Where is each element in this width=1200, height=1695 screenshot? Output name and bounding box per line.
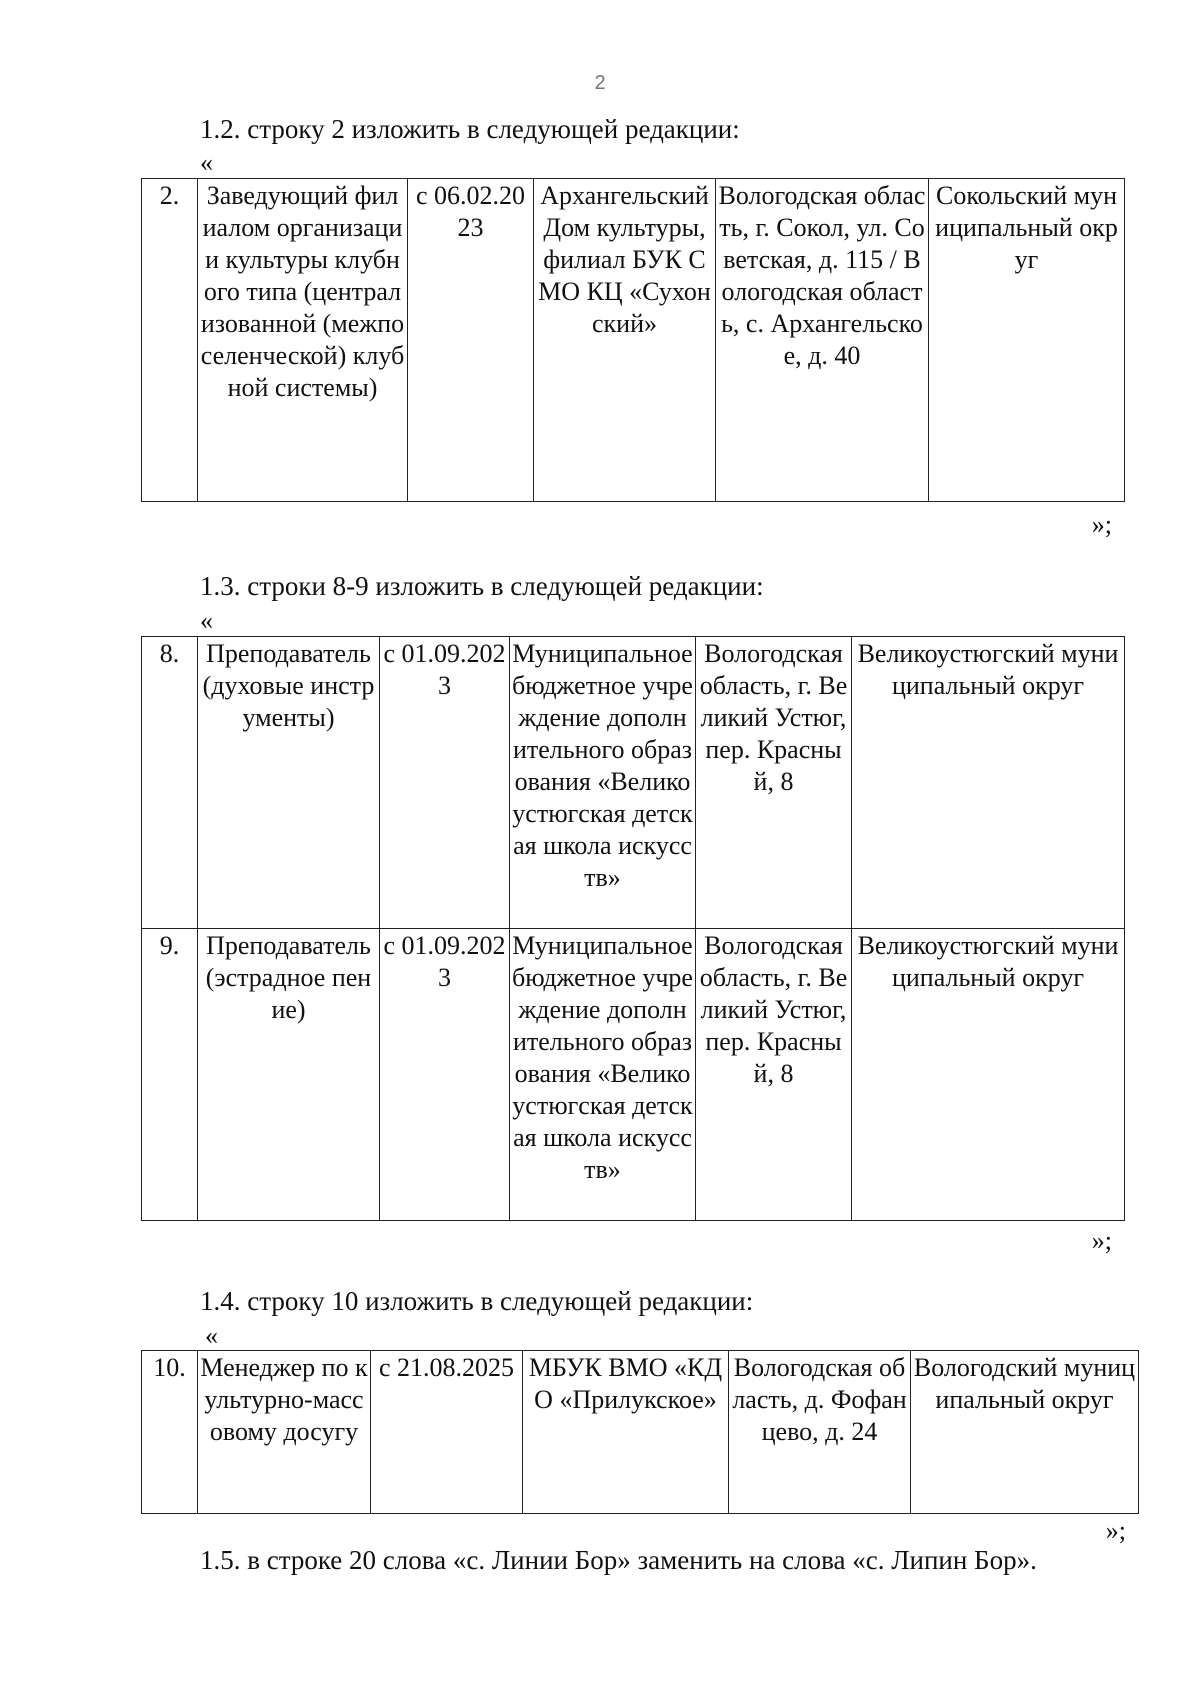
- position-cell: Заведующий филиалом организации культуры клубного типа (централизованной (межпоселенческой) клубной системы): [198, 179, 408, 502]
- item-1-3-heading: 1.3. строки 8-9 изложить в следующей редакции:: [200, 571, 764, 601]
- item-1-5-text: 1.5. в строке 20 слова «с. Линии Бор» заменить на слова «с. Липин Бор».: [200, 1545, 1037, 1575]
- row-number: 8.: [142, 637, 198, 929]
- address-cell: Вологодская область, д. Фофанцево, д. 24: [729, 1351, 911, 1514]
- row-number: 10.: [142, 1351, 198, 1514]
- date-cell: с 01.09.2023: [380, 637, 510, 929]
- table-row: [142, 637, 1125, 929]
- position-cell: Менеджер по культурно-массовому досугу: [198, 1351, 371, 1514]
- date-cell: с 06.02.2023: [408, 179, 534, 502]
- organization-cell: Архангельский Дом культуры, филиал БУК СМО КЦ «Сухонский»: [534, 179, 716, 502]
- district-cell: Вологодский муниципальный округ: [911, 1351, 1139, 1514]
- item-1-2-heading: 1.2. строку 2 изложить в следующей редакции:: [200, 114, 740, 144]
- organization-cell: Муниципальное бюджетное учреждение дополнительного образования «Великоустюгская детская школа искусств»: [510, 637, 696, 929]
- table-row: [142, 1351, 1139, 1514]
- item-1-2-open-quote: «: [200, 148, 213, 177]
- organization-cell: Муниципальное бюджетное учреждение дополнительного образования «Великоустюгская детская школа искусств»: [510, 929, 696, 1221]
- organization-cell: МБУК ВМО «КДО «Прилукское»: [523, 1351, 729, 1514]
- item-1-2-table: [141, 178, 1125, 502]
- row-number: 9.: [142, 929, 198, 1221]
- district-cell: Сокольский муниципальный округ: [929, 179, 1125, 502]
- item-1-4-table: [141, 1350, 1139, 1514]
- district-cell: Великоустюгский муниципальный округ: [852, 637, 1125, 929]
- position-cell: Преподаватель (духовые инструменты): [198, 637, 380, 929]
- item-1-3-close-quote: »;: [1091, 1226, 1112, 1255]
- table-row: [142, 929, 1125, 1221]
- row-number: 2.: [142, 179, 198, 502]
- item-1-3-open-quote: «: [200, 606, 213, 635]
- item-1-4-heading: 1.4. строку 10 изложить в следующей редакции:: [200, 1286, 754, 1316]
- date-cell: с 01.09.2023: [380, 929, 510, 1221]
- address-cell: Вологодская область, г. Великий Устюг, пер. Красный, 8: [696, 637, 852, 929]
- item-1-4-open-quote: «: [205, 1321, 218, 1350]
- table-row: [142, 179, 1125, 502]
- address-cell: Вологодская область, г. Сокол, ул. Советская, д. 115 / Вологодская область, с. Архангельское, д. 40: [716, 179, 929, 502]
- district-cell: Великоустюгский муниципальный округ: [852, 929, 1125, 1221]
- address-cell: Вологодская область, г. Великий Устюг, пер. Красный, 8: [696, 929, 852, 1221]
- item-1-2-close-quote: »;: [1091, 510, 1112, 539]
- position-cell: Преподаватель (эстрадное пение): [198, 929, 380, 1221]
- date-cell: с 21.08.2025: [371, 1351, 523, 1514]
- item-1-4-close-quote: »;: [1105, 1516, 1126, 1545]
- item-1-3-table: [141, 636, 1125, 1221]
- page-number: 2: [594, 72, 606, 94]
